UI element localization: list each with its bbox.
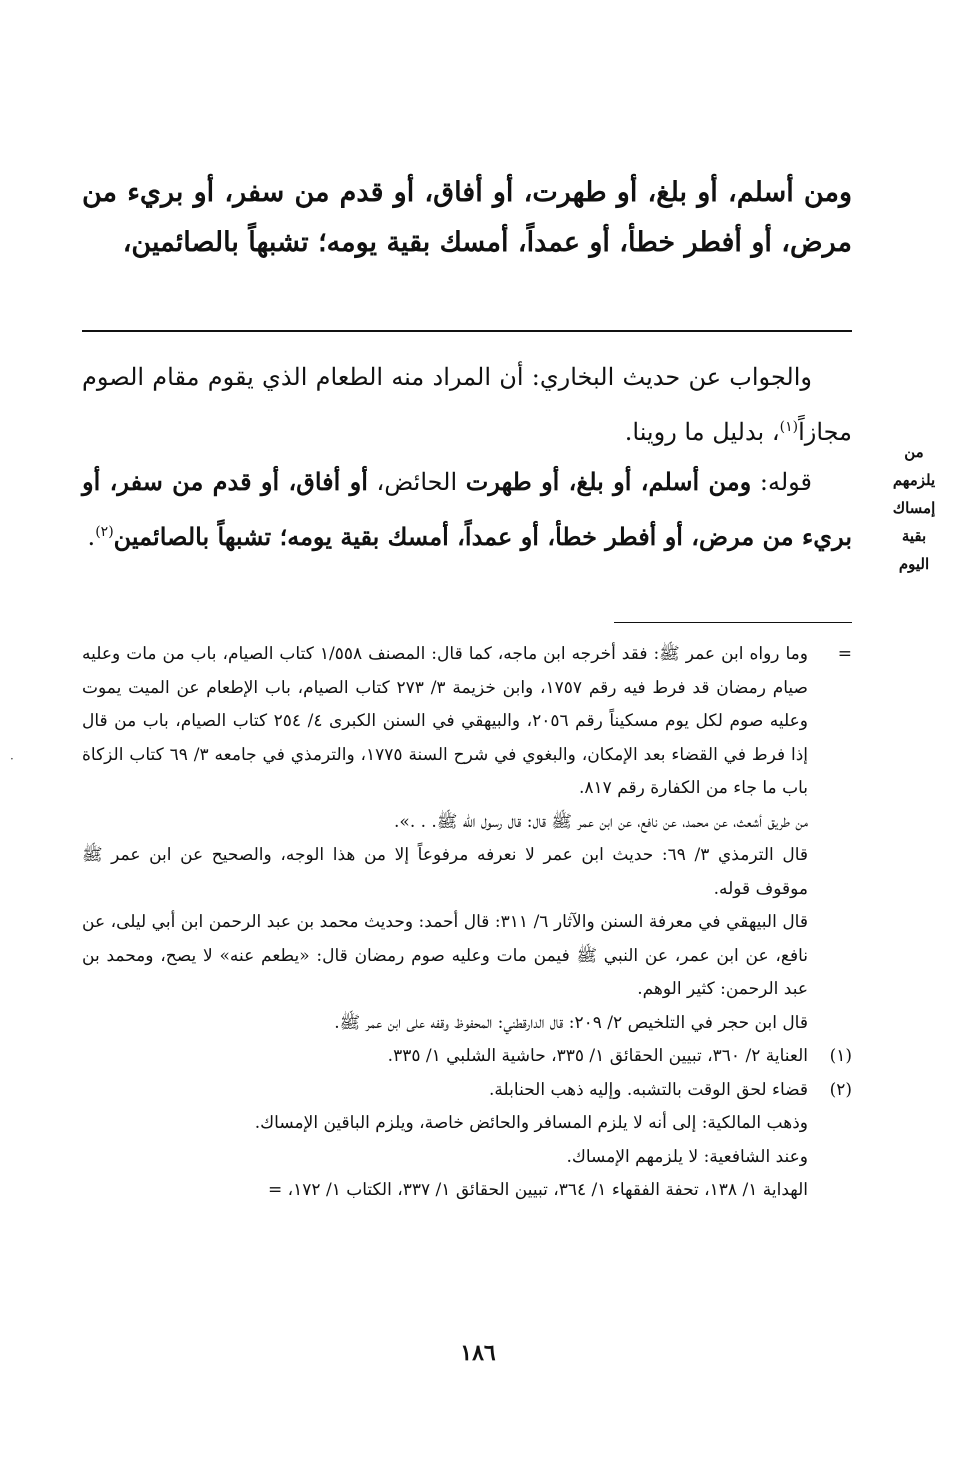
margin-heading-word: من (904, 443, 924, 461)
margin-heading-word: اليوم (898, 555, 930, 573)
margin-heading-word: إمساك (892, 499, 936, 517)
footnote-number: (٢) (829, 1079, 852, 1100)
footnote-line: وذهب المالكية: إلى أنه لا يلزم المسافر والحائض خاصة، ويلزم الباقين الإمساك. (254, 1113, 808, 1133)
commentary-p1-text: والجواب عن حديث البخاري: أن المراد منه الطعام الذي يقوم مقام الصوم مجازاً (82, 363, 852, 446)
footnote-2 (82, 1074, 852, 1208)
margin-heading-word: بقية (901, 527, 927, 545)
footnote-continued (82, 638, 852, 1040)
margin-heading (878, 438, 950, 578)
footnote-line: العناية ٢/ ٣٦٠، تبيين الحقائق ١/ ٣٣٥، حاشية الشلبي ١/ ٣٣٥. (387, 1046, 808, 1066)
footnote-number: (١) (829, 1046, 852, 1066)
commentary-paragraph-2 (82, 457, 852, 562)
footnote-divider (614, 622, 852, 623)
footnote-ref-1: (١) (779, 419, 799, 435)
quoted-matn-part-1: ومن أسلم، أو بلغ، أو طهرت (465, 467, 752, 496)
footnote-line: من طريق أشعث، عن محمد، عن نافع، عن ابن عمر ﷺ قال: قال رسول الله ﷺ. . .». (394, 811, 808, 832)
footnote-line: قال الترمذي ٣/ ٦٩: حديث ابن عمر لا نعرفه مرفوعاً إلا من هذا الوجه، والصحيح عن ابن عمر ﷺ موقوف قوله. (82, 845, 808, 899)
matn-text: ومن أسلم، أو بلغ، أو طهرت، أو أفاق، أو قدم من سفر، أو بريء من مرض، أو أفطر خطأ، أو عمداً، أمسك بقية يومه؛ تشبهاً بالصائمين، (82, 177, 852, 258)
footnote-line: الهداية ١/ ١٣٨، تحفة الفقهاء ١/ ٣٦٤، تبيين الحقائق ١/ ٣٣٧، الكتاب ١/ ١٧٢، = (268, 1180, 808, 1200)
footnote-line: قال البيهقي في معرفة السنن والآثار ٦/ ٣١١: قال أحمد: وحديث محمد بن عبد الرحمن ابن أبي ليلى، عن نافع، عن ابن عمر، عن النبي ﷺ فيمن مات وعليه صوم رمضان قال: «يطعم عنه» لا يصح، ومحمد بن عبد الرحمن: كثير الوهم. (82, 912, 808, 999)
matn-divider (82, 330, 852, 332)
footnote-line: وعند الشافعية: لا يلزمهم الإمساك. (566, 1146, 808, 1167)
footnote-line: قضاء لحق الوقت بالتشبه. وإليه ذهب الحنابلة. (489, 1079, 808, 1100)
footnote-line: وما رواه ابن عمر ﷺ: فقد أخرجه ابن ماجه، كما قال: المصنف ١/٥٥٨ كتاب الصيام، باب من مات وعليه صيام رمضان قد فرط فيه رقم ١٧٥٧، وابن خزيمة ٣/ ٢٧٣ كتاب الصيام، باب الإطعام عن الميت يموت وعليه صوم لكل يوم مسكيناً رقم ٢٠٥٦، والبيهقي في السنن الكبرى ٤/ ٢٥٤ كتاب الصيام، باب من قال إذا فرط في القضاء بعد الإمكان، والبغوي في شرح السنة ١٧٧٥، والترمذي في جامعه ٣/ ٦٩ كتاب الزكاة باب ما جاء من الكفارة رقم ٨١٧. (82, 644, 809, 798)
quoted-matn-part-2: أو أفاق، أو قدم من سفر، أو بريء من مرض، أو أفطر خطأ، أو عمداً، أمسك بقية يومه؛ تشبهاً بالصائمين (82, 467, 852, 551)
continuation-mark: = (837, 644, 852, 664)
page-number: ١٨٦ (460, 1340, 496, 1366)
footnote-line: قال ابن حجر في التلخيص ٢/ ٢٠٩: قال الدارقطني: المحفوظ وقفه على ابن عمر ﷺ. (334, 1012, 808, 1033)
commentary-p2-inline: الحائض، (367, 468, 466, 496)
footnote-ref-2: (٢) (95, 524, 114, 540)
commentary-p2-end: . (87, 523, 96, 551)
commentary-p2-lead: قوله: (751, 468, 812, 496)
scan-speck: · (10, 752, 14, 766)
commentary-p1-tail: ، بدليل ما روينا. (624, 418, 780, 446)
footnote-1 (82, 1040, 852, 1074)
margin-heading-word: يلزمهم (892, 471, 936, 489)
commentary-paragraph-1 (82, 352, 852, 457)
commentary-section (82, 352, 852, 562)
footnotes-section (82, 638, 852, 1208)
